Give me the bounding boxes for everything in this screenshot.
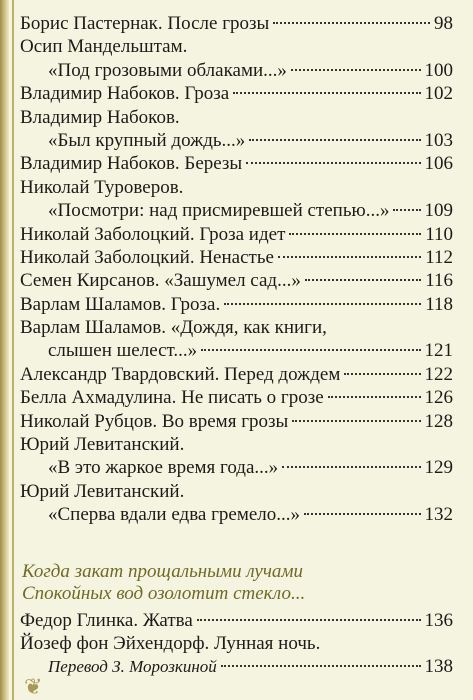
entry-title: Белла Ахмадулина. Не писать о грозе xyxy=(20,387,324,409)
page-number: 100 xyxy=(424,59,453,81)
dot-leader xyxy=(246,162,420,164)
toc-entry[interactable] xyxy=(20,246,453,269)
entry-title: Семен Кирсанов. «Зашумел сад...» xyxy=(20,270,301,292)
entry-title: «Сперва вдали едва гремело...» xyxy=(48,504,301,526)
entry-title: Владимир Набоков. Березы xyxy=(20,153,243,175)
dot-leader xyxy=(292,420,420,422)
page-number: 110 xyxy=(425,223,453,245)
page-number: 138 xyxy=(424,656,453,678)
dot-leader xyxy=(278,256,421,258)
toc-entry[interactable] xyxy=(20,82,453,105)
page-number: 129 xyxy=(424,457,453,479)
toc-page xyxy=(20,12,453,679)
dot-leader xyxy=(289,233,421,235)
toc-entry-author xyxy=(20,632,453,655)
toc-entry[interactable] xyxy=(20,339,453,362)
dot-leader xyxy=(393,209,420,211)
entry-author: Варлам Шаламов. «Дождя, как книги, xyxy=(20,317,327,339)
section-epigraph xyxy=(20,561,453,605)
page-number: 109 xyxy=(424,200,453,222)
entry-title: «В это жаркое время года...» xyxy=(48,457,279,479)
entry-title: Федор Глинка. Жатва xyxy=(20,609,193,631)
toc-entry-author xyxy=(20,433,453,456)
entry-title: «Под грозовыми облаками...» xyxy=(48,59,287,81)
entry-title: Николай Заболоцкий. Гроза идет xyxy=(20,223,286,245)
dot-leader xyxy=(282,466,420,468)
toc-entry[interactable] xyxy=(20,152,453,175)
entry-author: Йозеф фон Эйхендорф. Лунная ночь. xyxy=(20,632,321,654)
toc-entry-author xyxy=(20,106,453,129)
dot-leader xyxy=(221,665,421,667)
entry-title: Варлам Шаламов. Гроза. xyxy=(20,293,221,315)
page-number: 122 xyxy=(424,363,453,385)
toc-entry-author xyxy=(20,480,453,503)
dot-leader xyxy=(291,69,421,71)
entry-title: Александр Твардовский. Перед дождем xyxy=(20,363,341,385)
epigraph-line: Спокойных вод озолотит стекло... xyxy=(22,582,306,604)
dot-leader xyxy=(273,22,430,24)
entry-author: Владимир Набоков. xyxy=(20,106,180,128)
translator-credit: Перевод З. Морозкиной xyxy=(48,657,217,677)
toc-entry[interactable] xyxy=(20,12,453,35)
page-number: 106 xyxy=(424,153,453,175)
page-number: 98 xyxy=(434,13,453,34)
toc-entry-author xyxy=(20,35,453,58)
page-number: 126 xyxy=(424,387,453,409)
entry-author: Осип Мандельштам. xyxy=(20,36,188,58)
decorative-frame-line xyxy=(12,0,14,700)
entry-author: Николай Туроверов. xyxy=(20,176,184,198)
entry-title: «Посмотри: над присмиревшей степью...» xyxy=(48,200,390,222)
page-number: 121 xyxy=(424,340,453,362)
toc-entry[interactable] xyxy=(20,199,453,222)
entry-author: Юрий Левитанский. xyxy=(20,480,185,502)
toc-entry-author xyxy=(20,316,453,339)
page-number: 112 xyxy=(425,246,453,268)
dot-leader xyxy=(304,513,420,515)
toc-entry[interactable] xyxy=(20,456,453,479)
dot-leader xyxy=(233,92,420,94)
page-number: 103 xyxy=(424,129,453,151)
dot-leader xyxy=(305,279,421,281)
dot-leader xyxy=(344,373,420,375)
entry-author: Юрий Левитанский. xyxy=(20,434,185,456)
toc-entry[interactable] xyxy=(20,655,453,678)
entry-title: «Был крупный дождь...» xyxy=(48,129,246,151)
toc-entry[interactable] xyxy=(20,410,453,433)
entry-title: Николай Рубцов. Во время грозы xyxy=(20,410,289,432)
toc-entry[interactable] xyxy=(20,59,453,82)
toc-entry[interactable] xyxy=(20,386,453,409)
ornament-icon: ❦ xyxy=(24,674,43,699)
page-number: 118 xyxy=(425,293,453,315)
dot-leader xyxy=(224,303,421,305)
decorative-frame-bar xyxy=(0,0,9,700)
toc-entry[interactable] xyxy=(20,129,453,152)
page-number: 128 xyxy=(424,410,453,432)
dot-leader xyxy=(328,396,421,398)
epigraph-line: Когда закат прощальными лучами xyxy=(22,560,304,582)
dot-leader xyxy=(201,349,420,351)
page-number: 132 xyxy=(424,504,453,526)
entry-title: слышен шелест...» xyxy=(48,340,198,362)
toc-entry-author xyxy=(20,176,453,199)
toc-entry[interactable] xyxy=(20,293,453,316)
entry-title: Николай Заболоцкий. Ненастье xyxy=(20,246,274,268)
page-number: 136 xyxy=(424,609,453,631)
toc-entry[interactable] xyxy=(20,609,453,632)
dot-leader xyxy=(197,619,421,621)
toc-entry[interactable] xyxy=(20,503,453,526)
toc-entry[interactable] xyxy=(20,223,453,246)
toc-entry[interactable] xyxy=(20,363,453,386)
section-gap xyxy=(20,527,453,561)
dot-leader xyxy=(249,139,420,141)
toc-entry[interactable] xyxy=(20,269,453,292)
entry-title: Владимир Набоков. Гроза xyxy=(20,83,230,105)
entry-title: Борис Пастернак. После грозы xyxy=(20,13,270,34)
page-number: 102 xyxy=(424,83,453,105)
page-number: 116 xyxy=(425,270,453,292)
